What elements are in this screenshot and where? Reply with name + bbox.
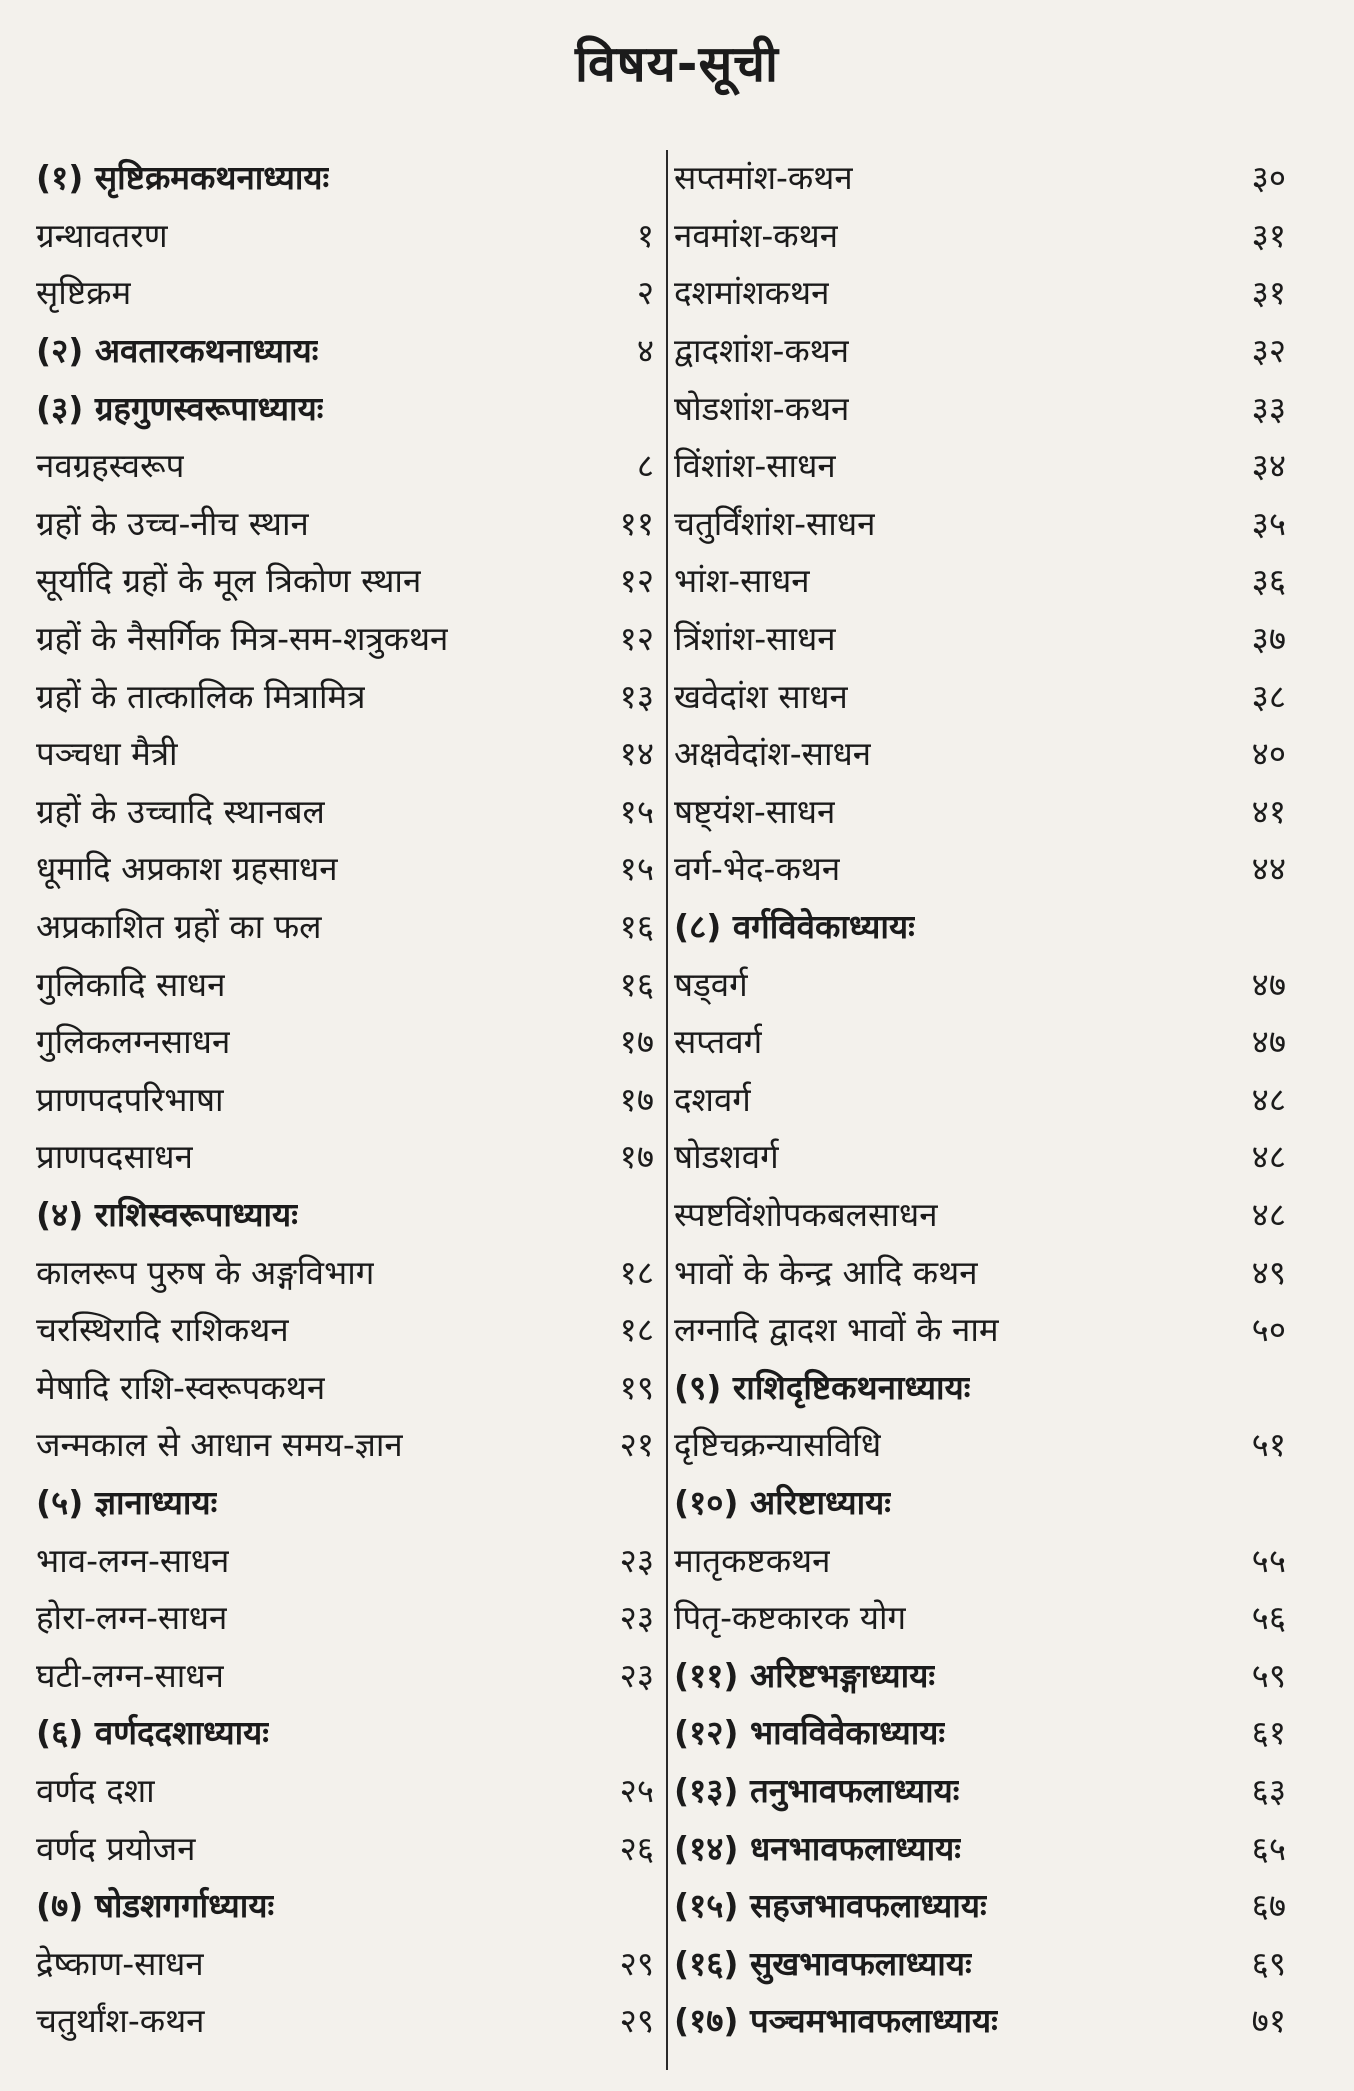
right-column	[674, 148, 1294, 2049]
entry-title: लग्नादि द्वादश भावों के नाम	[674, 1310, 999, 1350]
page-number: १९	[619, 1367, 654, 1407]
column-divider	[666, 150, 668, 2070]
contents-entry-row	[36, 1645, 662, 1703]
contents-entry-row	[36, 724, 662, 782]
chapter-title: (१७) पञ्चमभावफलाध्यायः	[674, 2001, 998, 2041]
entry-title: चरस्थिरादि राशिकथन	[36, 1310, 289, 1350]
chapter-title: (५) ज्ञानाध्यायः	[36, 1482, 218, 1522]
contents-entry-row	[674, 1127, 1294, 1185]
entry-title: दशवर्ग	[674, 1079, 751, 1119]
chapter-heading-row	[674, 1357, 1294, 1415]
contents-entry-row	[674, 436, 1294, 494]
contents-entry-row	[674, 954, 1294, 1012]
contents-entry-row	[674, 378, 1294, 436]
entry-title: सप्तवर्ग	[674, 1022, 763, 1062]
contents-entry-row	[36, 954, 662, 1012]
contents-entry-row	[674, 206, 1294, 264]
contents-entry-row	[674, 609, 1294, 667]
page-number: २३	[619, 1655, 654, 1695]
contents-entry-row	[674, 1070, 1294, 1128]
entry-title: द्रेष्काण-साधन	[36, 1943, 204, 1983]
entry-title: जन्मकाल से आधान समय-ज्ञान	[36, 1425, 403, 1465]
chapter-title: (२) अवतारकथनाध्यायः	[36, 331, 319, 371]
contents-entry-row	[674, 1242, 1294, 1300]
contents-entry-row	[674, 839, 1294, 897]
left-column	[36, 148, 662, 2049]
entry-title: अप्रकाशित ग्रहों का फल	[36, 907, 322, 947]
chapter-heading-row	[36, 1703, 662, 1761]
page-number: ४९	[1251, 1252, 1286, 1292]
chapter-heading-row	[674, 1818, 1294, 1876]
contents-entry-row	[36, 1012, 662, 1070]
entry-title: कालरूप पुरुष के अङ्गविभाग	[36, 1252, 375, 1292]
page-number: १७	[619, 1022, 654, 1062]
page-number: ३३	[1251, 388, 1286, 428]
contents-entry-row	[36, 1933, 662, 1991]
entry-title: दृष्टिचक्रन्यासविधि	[674, 1425, 882, 1465]
page-number: १५	[619, 849, 654, 889]
contents-entry-row	[36, 494, 662, 552]
page-number: १५	[619, 791, 654, 831]
contents-entry-row	[674, 1300, 1294, 1358]
entry-title: षष्ट्यंश-साधन	[674, 791, 836, 831]
page-title: विषय-सूची	[575, 35, 779, 93]
page-number: ४०	[1251, 734, 1286, 774]
contents-entry-row	[674, 263, 1294, 321]
page-number: ३८	[1251, 676, 1286, 716]
contents-entry-row	[674, 1530, 1294, 1588]
contents-entry-row	[674, 494, 1294, 552]
chapter-heading-row	[674, 1761, 1294, 1819]
contents-entry-row	[674, 321, 1294, 379]
entry-title: ग्रहों के तात्कालिक मित्रामित्र	[36, 676, 366, 716]
contents-entry-row	[674, 1012, 1294, 1070]
chapter-heading-row	[36, 378, 662, 436]
page-number: १८	[619, 1310, 654, 1350]
page-number: १३	[619, 676, 654, 716]
contents-entry-row	[674, 1588, 1294, 1646]
page-number: ४८	[1251, 1194, 1286, 1234]
page-number: १६	[619, 964, 654, 1004]
contents-entry-row	[36, 263, 662, 321]
contents-entry-row	[674, 551, 1294, 609]
page-number: २१	[619, 1425, 654, 1465]
entry-title: होरा-लग्न-साधन	[36, 1598, 228, 1638]
chapter-heading-row	[674, 897, 1294, 955]
page-number: ४७	[1251, 964, 1286, 1004]
contents-entry-row	[36, 1357, 662, 1415]
entry-title: प्राणपदसाधन	[36, 1137, 193, 1177]
chapter-title: (८) वर्गविवेकाध्यायः	[674, 907, 915, 947]
chapter-heading-row	[36, 1876, 662, 1934]
page-number: ४	[636, 331, 654, 371]
entry-title: ग्रहों के नैसर्गिक मित्र-सम-शत्रुकथन	[36, 619, 449, 659]
entry-title: नवमांश-कथन	[674, 215, 839, 255]
entry-title: षड्वर्ग	[674, 964, 748, 1004]
page-number: ५५	[1251, 1540, 1286, 1580]
chapter-title: (१०) अरिष्टाध्यायः	[674, 1482, 891, 1522]
entry-title: सप्तमांश-कथन	[674, 158, 853, 198]
page-number: ६७	[1251, 1886, 1286, 1926]
page-number: ५०	[1251, 1310, 1286, 1350]
chapter-heading-row	[36, 321, 662, 379]
contents-entry-row	[36, 782, 662, 840]
page-number: ३०	[1251, 158, 1286, 198]
chapter-title: (१४) धनभावफलाध्यायः	[674, 1828, 961, 1868]
chapter-title: (१) सृष्टिक्रमकथनाध्यायः	[36, 158, 330, 198]
page-number: ५६	[1251, 1598, 1286, 1638]
page-number: ४८	[1251, 1137, 1286, 1177]
contents-entry-row	[674, 1415, 1294, 1473]
page-number: ३१	[1251, 215, 1286, 255]
chapter-title: (११) अरिष्टभङ्गाध्यायः	[674, 1655, 936, 1695]
page-number: १	[636, 215, 654, 255]
chapter-title: (४) राशिस्वरूपाध्यायः	[36, 1194, 298, 1234]
contents-entry-row	[36, 1761, 662, 1819]
chapter-title: (९) राशिदृष्टिकथनाध्यायः	[674, 1367, 971, 1407]
contents-entry-row	[36, 897, 662, 955]
chapter-heading-row	[674, 1473, 1294, 1531]
page-number: ६१	[1251, 1713, 1286, 1753]
contents-entry-row	[674, 666, 1294, 724]
contents-entry-row	[674, 724, 1294, 782]
page-number: ३१	[1251, 273, 1286, 313]
page-number: ६९	[1251, 1943, 1286, 1983]
contents-entry-row	[674, 782, 1294, 840]
entry-title: गुलिकादि साधन	[36, 964, 226, 1004]
entry-title: ग्रन्थावतरण	[36, 215, 168, 255]
contents-entry-row	[36, 206, 662, 264]
entry-title: खवेदांश साधन	[674, 676, 848, 716]
contents-entry-row	[36, 551, 662, 609]
page-number: ५९	[1251, 1655, 1286, 1695]
page-number: ४७	[1251, 1022, 1286, 1062]
page-number: १६	[619, 907, 654, 947]
contents-entry-row	[36, 1127, 662, 1185]
chapter-heading-row	[674, 1703, 1294, 1761]
entry-title: पञ्चधा मैत्री	[36, 734, 178, 774]
page-number: १८	[619, 1252, 654, 1292]
page-number: ८	[636, 446, 654, 486]
contents-entry-row	[36, 1588, 662, 1646]
page-number: २९	[619, 1943, 654, 1983]
page-number: २	[636, 273, 654, 313]
page-number: ४४	[1251, 849, 1286, 889]
entry-title: नवग्रहस्वरूप	[36, 446, 185, 486]
contents-entry-row	[36, 1415, 662, 1473]
entry-title: मेषादि राशि-स्वरूपकथन	[36, 1367, 326, 1407]
chapter-heading-row	[36, 1473, 662, 1531]
entry-title: पितृ-कष्टकारक योग	[674, 1598, 907, 1638]
page-number: ३२	[1251, 331, 1286, 371]
entry-title: भाव-लग्न-साधन	[36, 1540, 230, 1580]
page-number: ५१	[1251, 1425, 1286, 1465]
entry-title: ग्रहों के उच्चादि स्थानबल	[36, 791, 325, 831]
entry-title: दशमांशकथन	[674, 273, 830, 313]
entry-title: अक्षवेदांश-साधन	[674, 734, 872, 774]
entry-title: भावों के केन्द्र आदि कथन	[674, 1252, 978, 1292]
contents-entry-row	[674, 148, 1294, 206]
chapter-title: (१२) भावविवेकाध्यायः	[674, 1713, 946, 1753]
page-number: ३५	[1251, 503, 1286, 543]
page-number: ३७	[1251, 619, 1286, 659]
contents-entry-row	[36, 436, 662, 494]
page-number: ४१	[1251, 791, 1286, 831]
page-number: २६	[619, 1828, 654, 1868]
page-number: १२	[619, 561, 654, 601]
page-number: ३६	[1251, 561, 1286, 601]
entry-title: सूर्यादि ग्रहों के मूल त्रिकोण स्थान	[36, 561, 422, 601]
contents-entry-row	[36, 666, 662, 724]
entry-title: धूमादि अप्रकाश ग्रहसाधन	[36, 849, 338, 889]
entry-title: गुलिकलग्नसाधन	[36, 1022, 231, 1062]
page-number: ११	[619, 503, 654, 543]
entry-title: वर्णद दशा	[36, 1770, 155, 1810]
entry-title: विंशांश-साधन	[674, 446, 836, 486]
contents-entry-row	[36, 1818, 662, 1876]
chapter-title: (१३) तनुभावफलाध्यायः	[674, 1770, 960, 1810]
chapter-heading-row	[36, 148, 662, 206]
entry-title: द्वादशांश-कथन	[674, 331, 850, 371]
chapter-heading-row	[674, 1991, 1294, 2049]
contents-entry-row	[36, 839, 662, 897]
chapter-title: (७) षोडशगर्गाध्यायः	[36, 1886, 275, 1926]
contents-entry-row	[36, 1070, 662, 1128]
entry-title: भांश-साधन	[674, 561, 810, 601]
contents-entry-row	[36, 1300, 662, 1358]
page-number: २९	[619, 2001, 654, 2041]
entry-title: ग्रहों के उच्च-नीच स्थान	[36, 503, 309, 543]
entry-title: षोडशवर्ग	[674, 1137, 779, 1177]
entry-title: घटी-लग्न-साधन	[36, 1655, 224, 1695]
page-number: ६३	[1251, 1770, 1286, 1810]
page-number: २५	[619, 1770, 654, 1810]
chapter-title: (१६) सुखभावफलाध्यायः	[674, 1943, 972, 1983]
page-number: ३४	[1251, 446, 1286, 486]
chapter-title: (६) वर्णददशाध्यायः	[36, 1713, 269, 1753]
entry-title: वर्णद प्रयोजन	[36, 1828, 196, 1868]
contents-entry-row	[36, 1530, 662, 1588]
entry-title: वर्ग-भेद-कथन	[674, 849, 841, 889]
chapter-heading-row	[674, 1933, 1294, 1991]
page-number: ४८	[1251, 1079, 1286, 1119]
entry-title: स्पष्टविंशोपकबलसाधन	[674, 1194, 938, 1234]
entry-title: षोडशांश-कथन	[674, 388, 850, 428]
page-number: १७	[619, 1137, 654, 1177]
page-number: २३	[619, 1540, 654, 1580]
entry-title: प्राणपदपरिभाषा	[36, 1079, 224, 1119]
contents-entry-row	[36, 609, 662, 667]
page-number: २३	[619, 1598, 654, 1638]
page-number: १७	[619, 1079, 654, 1119]
entry-title: चतुर्थांश-कथन	[36, 2001, 205, 2041]
entry-title: त्रिंशांश-साधन	[674, 619, 836, 659]
page-number: १२	[619, 619, 654, 659]
page-number: ६५	[1251, 1828, 1286, 1868]
contents-entry-row	[36, 1991, 662, 2049]
contents-entry-row	[674, 1185, 1294, 1243]
chapter-heading-row	[674, 1645, 1294, 1703]
chapter-heading-row	[36, 1185, 662, 1243]
page-number: ७१	[1251, 2001, 1286, 2041]
entry-title: मातृकष्टकथन	[674, 1540, 831, 1580]
page-number: १४	[619, 734, 654, 774]
chapter-heading-row	[674, 1876, 1294, 1934]
entry-title: चतुर्विंशांश-साधन	[674, 503, 876, 543]
entry-title: सृष्टिक्रम	[36, 273, 132, 313]
chapter-title: (३) ग्रहगुणस्वरूपाध्यायः	[36, 388, 324, 428]
contents-entry-row	[36, 1242, 662, 1300]
chapter-title: (१५) सहजभावफलाध्यायः	[674, 1886, 987, 1926]
